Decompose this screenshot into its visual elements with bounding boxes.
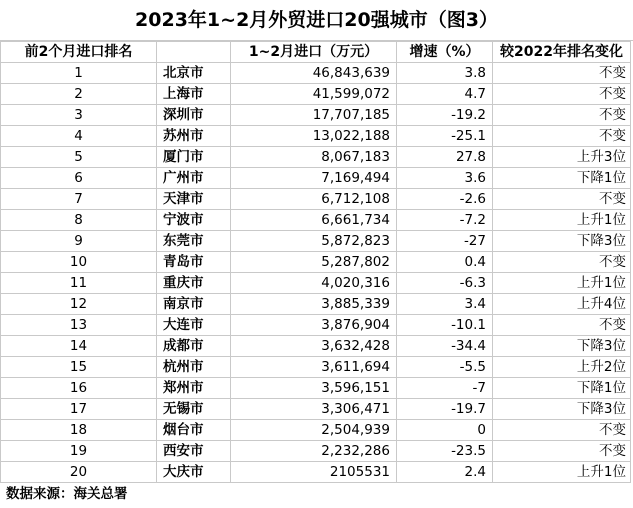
import-value-cell: 2105531 [231,462,397,483]
import-value-cell: 5,872,823 [231,231,397,252]
growth-cell: -5.5 [397,357,493,378]
rank-cell: 7 [1,189,157,210]
rank-cell: 9 [1,231,157,252]
rank-change-cell: 上升4位 [493,294,631,315]
table-row [1,273,631,294]
city-cell: 青岛市 [157,252,231,273]
city-cell: 大连市 [157,315,231,336]
city-cell: 厦门市 [157,147,231,168]
rank-change-cell: 下降3位 [493,336,631,357]
table-row [1,294,631,315]
growth-cell: -34.4 [397,336,493,357]
growth-cell: -7 [397,378,493,399]
rank-change-cell: 上升3位 [493,147,631,168]
growth-cell: 4.7 [397,84,493,105]
growth-cell: -2.6 [397,189,493,210]
rank-change-cell: 不变 [493,420,631,441]
city-cell: 无锡市 [157,399,231,420]
import-value-cell: 17,707,185 [231,105,397,126]
table-row [1,357,631,378]
rank-cell: 17 [1,399,157,420]
growth-cell: -10.1 [397,315,493,336]
growth-cell: -19.7 [397,399,493,420]
city-cell: 烟台市 [157,420,231,441]
import-value-cell: 13,022,188 [231,126,397,147]
rank-change-cell: 不变 [493,315,631,336]
table-row [1,63,631,84]
city-cell: 大庆市 [157,462,231,483]
table-row [1,420,631,441]
growth-cell: -27 [397,231,493,252]
table-row [1,105,631,126]
rank-change-cell: 上升2位 [493,357,631,378]
growth-cell: -7.2 [397,210,493,231]
import-value-cell: 6,712,108 [231,189,397,210]
table-row [1,336,631,357]
import-value-cell: 6,661,734 [231,210,397,231]
rank-change-cell: 不变 [493,63,631,84]
rank-cell: 15 [1,357,157,378]
import-value-cell: 2,504,939 [231,420,397,441]
rank-change-cell: 不变 [493,441,631,462]
rank-change-cell: 不变 [493,189,631,210]
growth-cell: 3.4 [397,294,493,315]
table-row [1,147,631,168]
rank-change-cell: 上升1位 [493,210,631,231]
rank-change-cell: 上升1位 [493,462,631,483]
header-growth: 增速（%） [397,42,493,63]
growth-cell: 3.6 [397,168,493,189]
rank-change-cell: 下降1位 [493,378,631,399]
rank-change-cell: 不变 [493,84,631,105]
growth-cell: 2.4 [397,462,493,483]
city-cell: 上海市 [157,84,231,105]
rank-change-cell: 下降1位 [493,168,631,189]
rank-cell: 2 [1,84,157,105]
rank-cell: 5 [1,147,157,168]
header-row [1,42,631,63]
city-cell: 宁波市 [157,210,231,231]
growth-cell: 27.8 [397,147,493,168]
table-row [1,252,631,273]
city-cell: 深圳市 [157,105,231,126]
table-row [1,210,631,231]
import-ranking-table [0,41,631,483]
rank-change-cell: 下降3位 [493,399,631,420]
city-cell: 南京市 [157,294,231,315]
import-value-cell: 41,599,072 [231,84,397,105]
table-row [1,84,631,105]
rank-cell: 11 [1,273,157,294]
rank-cell: 8 [1,210,157,231]
growth-cell: -23.5 [397,441,493,462]
header-rank: 前2个月进口排名 [1,42,157,63]
growth-cell: 0.4 [397,252,493,273]
import-value-cell: 3,596,151 [231,378,397,399]
import-value-cell: 5,287,802 [231,252,397,273]
header-import-value: 1~2月进口（万元） [231,42,397,63]
table-row [1,378,631,399]
rank-cell: 12 [1,294,157,315]
import-value-cell: 8,067,183 [231,147,397,168]
header-city [157,42,231,63]
import-value-cell: 3,632,428 [231,336,397,357]
table-row [1,462,631,483]
rank-change-cell: 上升1位 [493,273,631,294]
city-cell: 北京市 [157,63,231,84]
rank-cell: 10 [1,252,157,273]
table-title: 2023年1~2月外贸进口20强城市（图3） [0,0,633,41]
data-source: 数据来源：海关总署 [6,486,128,502]
rank-change-cell: 不变 [493,126,631,147]
city-cell: 郑州市 [157,378,231,399]
city-cell: 广州市 [157,168,231,189]
table-row [1,231,631,252]
growth-cell: -25.1 [397,126,493,147]
city-cell: 苏州市 [157,126,231,147]
city-cell: 成都市 [157,336,231,357]
import-value-cell: 7,169,494 [231,168,397,189]
city-cell: 东莞市 [157,231,231,252]
rank-cell: 18 [1,420,157,441]
import-value-cell: 46,843,639 [231,63,397,84]
growth-cell: 3.8 [397,63,493,84]
table-row [1,189,631,210]
import-value-cell: 3,611,694 [231,357,397,378]
import-value-cell: 2,232,286 [231,441,397,462]
table-row [1,168,631,189]
rank-cell: 14 [1,336,157,357]
table-row [1,399,631,420]
rank-cell: 20 [1,462,157,483]
city-cell: 西安市 [157,441,231,462]
rank-change-cell: 下降3位 [493,231,631,252]
growth-cell: -6.3 [397,273,493,294]
growth-cell: -19.2 [397,105,493,126]
rank-cell: 13 [1,315,157,336]
rank-change-cell: 不变 [493,252,631,273]
growth-cell: 0 [397,420,493,441]
import-value-cell: 4,020,316 [231,273,397,294]
rank-cell: 19 [1,441,157,462]
rank-cell: 16 [1,378,157,399]
rank-cell: 6 [1,168,157,189]
rank-cell: 1 [1,63,157,84]
city-cell: 天津市 [157,189,231,210]
table-row [1,315,631,336]
rank-change-cell: 不变 [493,105,631,126]
table-row [1,441,631,462]
import-value-cell: 3,876,904 [231,315,397,336]
rank-cell: 4 [1,126,157,147]
header-rank-change: 较2022年排名变化 [493,42,631,63]
city-cell: 重庆市 [157,273,231,294]
rank-cell: 3 [1,105,157,126]
import-value-cell: 3,885,339 [231,294,397,315]
import-value-cell: 3,306,471 [231,399,397,420]
table-row [1,126,631,147]
city-cell: 杭州市 [157,357,231,378]
